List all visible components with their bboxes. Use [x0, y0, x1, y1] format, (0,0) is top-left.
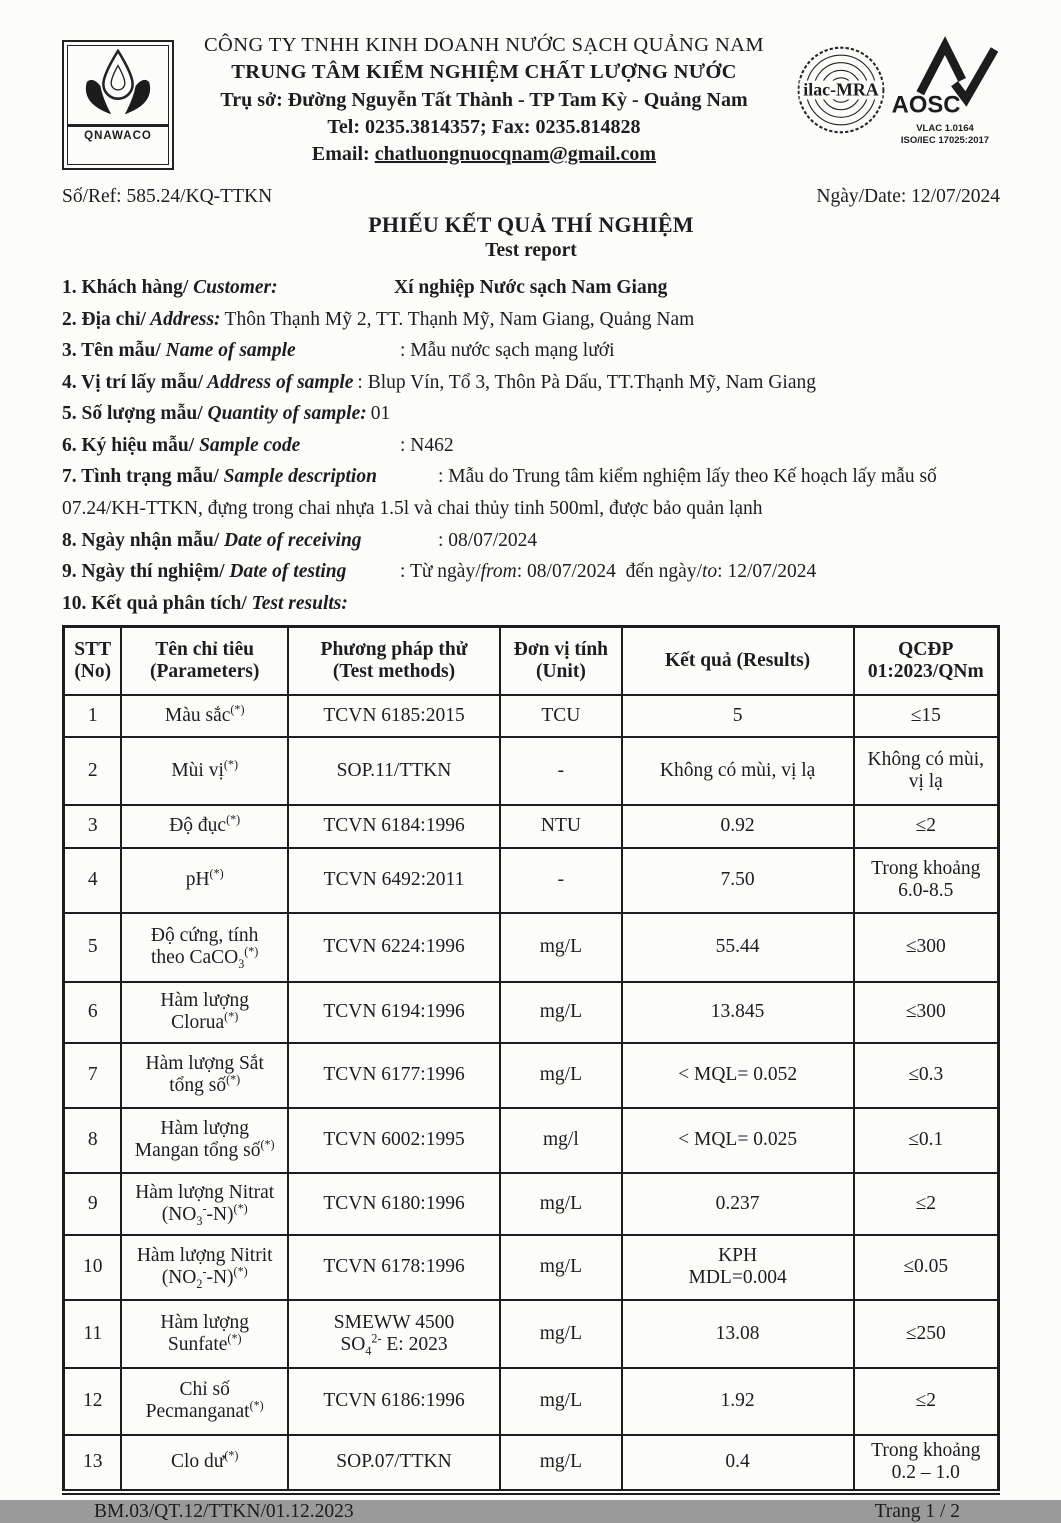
stt-cell: 3	[64, 805, 122, 848]
table-row	[64, 1368, 999, 1435]
limit-cell: Không có mùi, vị lạ	[854, 737, 999, 805]
parameter-cell: Hàm lượng Nitrat $(NO_3^--N)^{(*)}$	[121, 1173, 287, 1235]
email-address: chatluongnuocqnam@gmail.com	[374, 142, 657, 165]
parameter-cell: Độ cứng, tính theo CaCO$_3$(*)	[121, 913, 287, 982]
sample-quantity-value: 01	[370, 403, 391, 425]
unit-cell: mg/L	[500, 913, 622, 982]
page-number: Trang 1 / 2	[874, 1500, 960, 1522]
info-item-test-results-heading: 10. Kết quả phân tích/ Test results:	[62, 592, 348, 614]
stt-cell: 5	[64, 913, 122, 982]
sample-code-value: : N462	[400, 434, 454, 456]
info-item-sample-code: 6. Ký hiệu mẫu/ Sample code : N462	[62, 434, 454, 456]
result-cell: KPH MDL=0.004	[622, 1235, 854, 1300]
unit-cell: mg/L	[500, 1173, 622, 1235]
date-testing-value: : Từ ngày/from: 08/07/2024 đến ngày/to: 12/07/2024	[400, 561, 817, 583]
header-test-methods: Phương pháp thử (Test methods)	[288, 627, 500, 695]
method-cell: TCVN 6194:1996	[288, 982, 500, 1043]
limit-cell: ≤2	[854, 1368, 999, 1435]
ref-number: Số/Ref: 585.24/KQ-TTKN	[62, 186, 273, 207]
parameter-cell: Hàm lượng Sắt tổng số(*)	[121, 1043, 287, 1108]
info-item-customer: 1. Khách hàng/ Customer: Xí nghiệp Nước sạch Nam Giang	[62, 277, 668, 298]
table-row	[64, 913, 999, 982]
info-item-address: 2. Địa chỉ/ Address: Thôn Thạnh Mỹ 2, TT. Thạnh Mỹ, Nam Giang, Quảng Nam	[62, 308, 695, 330]
result-cell: Không có mùi, vị lạ	[622, 737, 854, 805]
address-value: Thôn Thạnh Mỹ 2, TT. Thạnh Mỹ, Nam Giang, Quảng Nam	[224, 308, 695, 330]
email-label: Email:	[311, 142, 370, 165]
limit-cell: ≤250	[854, 1300, 999, 1368]
method-cell: TCVN 6186:1996	[288, 1368, 500, 1435]
unit-cell: -	[500, 848, 622, 913]
stt-cell: 7	[64, 1043, 122, 1108]
method-cell: TCVN 6185:2015	[288, 695, 500, 737]
method-cell: SOP.07/TTKN	[288, 1435, 500, 1492]
customer-value: Xí nghiệp Nước sạch Nam Giang	[394, 277, 668, 298]
parameter-cell: Chỉ số Pecmanganat(*)	[121, 1368, 287, 1435]
info-item-date-receiving: 8. Ngày nhận mẫu/ Date of receiving : 08/07/2024	[62, 529, 538, 551]
table-row	[64, 695, 999, 737]
parameter-cell: Hàm lượng Mangan tổng số(*)	[121, 1108, 287, 1173]
logo-wordmark: QNAWACO	[84, 130, 152, 142]
aosc-iso-standard: ISO/IEC 17025:2017	[900, 134, 990, 146]
unit-cell: NTU	[500, 805, 622, 848]
table-row	[64, 1173, 999, 1235]
table-row	[64, 848, 999, 913]
method-cell: TCVN 6178:1996	[288, 1235, 500, 1300]
stt-cell: 8	[64, 1108, 122, 1173]
parameter-cell: Mùi vị(*)	[121, 737, 287, 805]
page-title: PHIẾU KẾT QUẢ THÍ NGHIỆM	[368, 212, 694, 237]
table-row	[64, 982, 999, 1043]
limit-cell: ≤2	[854, 805, 999, 848]
sample-name-value: : Mẫu nước sạch mạng lưới	[400, 340, 615, 362]
sample-info-list	[62, 272, 1000, 619]
info-item-sample-quantity: 5. Số lượng mẫu/ Quantity of sample: 01	[62, 403, 391, 425]
header-qcdp-limit: QCĐP 01:2023/QNm	[854, 627, 999, 695]
qnawaco-logo-inner	[67, 45, 169, 165]
aosc-logo	[890, 38, 1000, 147]
method-cell: TCVN 6177:1996	[288, 1043, 500, 1108]
result-cell: 5	[622, 695, 854, 737]
aosc-vlac-number: VLAC 1.0164	[916, 123, 974, 134]
table-row	[64, 1235, 999, 1300]
parameter-cell: pH(*)	[121, 848, 287, 913]
result-cell: 0.92	[622, 805, 854, 848]
company-email-line	[174, 141, 794, 168]
sample-address-value: : Blup Vín, Tổ 3, Thôn Pà Dấu, TT.Thạnh Mỹ, Nam Giang	[357, 371, 817, 393]
unit-cell: mg/L	[500, 1435, 622, 1492]
aosc-label: AOSC	[891, 91, 961, 119]
result-cell: 55.44	[622, 913, 854, 982]
table-row	[64, 1108, 999, 1173]
info-item-sample-description: 7. Tình trạng mẫu/ Sample description : Mẫu do Trung tâm kiểm nghiệm lấy theo Kế hoạch lấy mẫu số 07.24/KH-TTKN, đựng trong chai nhựa 1.5l và chai thủy tinh 500ml, được bảo quản lạnh	[62, 466, 937, 520]
header-row	[64, 627, 999, 695]
limit-cell: ≤0.1	[854, 1108, 999, 1173]
stt-cell: 12	[64, 1368, 122, 1435]
stt-cell: 13	[64, 1435, 122, 1492]
header-stt: STT (No)	[64, 627, 122, 695]
company-address: Trụ sở: Đường Nguyễn Tất Thành - TP Tam Kỳ - Quảng Nam	[220, 88, 748, 111]
result-cell: 13.845	[622, 982, 854, 1043]
unit-cell: TCU	[500, 695, 622, 737]
table-row	[64, 1300, 999, 1368]
limit-cell: ≤0.3	[854, 1043, 999, 1108]
parameter-cell: Hàm lượng Sunfate(*)	[121, 1300, 287, 1368]
method-cell: TCVN 6002:1995	[288, 1108, 500, 1173]
logo-divider	[68, 124, 168, 127]
result-cell: 7.50	[622, 848, 854, 913]
limit-cell: ≤15	[854, 695, 999, 737]
ref-date-row	[62, 186, 1000, 208]
qnawaco-logo	[62, 40, 174, 170]
result-cell: < MQL= 0.052	[622, 1043, 854, 1108]
water-drop-hands-icon	[74, 48, 162, 126]
limit-cell: ≤300	[854, 982, 999, 1043]
parameter-cell: Độ đục(*)	[121, 805, 287, 848]
method-cell: TCVN 6184:1996	[288, 805, 500, 848]
table-row	[64, 1043, 999, 1108]
limit-cell: Trong khoảng 0.2 – 1.0	[854, 1435, 999, 1492]
method-cell: SOP.11/TTKN	[288, 737, 500, 805]
unit-cell: mg/l	[500, 1108, 622, 1173]
page-subtitle: Test report	[485, 240, 577, 261]
stt-cell: 2	[64, 737, 122, 805]
results-table-body	[64, 695, 999, 1492]
table-row	[64, 1435, 999, 1492]
unit-cell: -	[500, 737, 622, 805]
stt-cell: 10	[64, 1235, 122, 1300]
document-code: BM.03/QT.12/TTKN/01.12.2023	[94, 1500, 354, 1522]
result-cell: 0.4	[622, 1435, 854, 1492]
result-cell: 13.08	[622, 1300, 854, 1368]
company-name: CÔNG TY TNHH KINH DOANH NƯỚC SẠCH QUẢNG NAM	[203, 34, 765, 56]
parameter-cell: Hàm lượng Nitrit $(NO_2^--N)^{(*)}$	[121, 1235, 287, 1300]
stt-cell: 9	[64, 1173, 122, 1235]
aosc-mark-icon	[891, 38, 999, 118]
info-item-sample-address: 4. Vị trí lấy mẫu/ Address of sample : Blup Vín, Tổ 3, Thôn Pà Dấu, TT.Thạnh Mỹ, Nam Giang	[62, 371, 817, 393]
ilac-mra-label: ilac-MRA	[803, 79, 879, 100]
unit-cell: mg/L	[500, 1043, 622, 1108]
limit-cell: ≤2	[854, 1173, 999, 1235]
results-table	[62, 625, 1000, 1495]
company-tel-fax: Tel: 0235.3814357; Fax: 0235.814828	[327, 115, 641, 138]
header-unit: Đơn vị tính (Unit)	[500, 627, 622, 695]
stt-cell: 1	[64, 695, 122, 737]
result-cell: < MQL= 0.025	[622, 1108, 854, 1173]
unit-cell: mg/L	[500, 982, 622, 1043]
method-cell: SMEWW 4500 $SO_4^{2-}$ E: 2023	[288, 1300, 500, 1368]
parameter-cell: Clo dư(*)	[121, 1435, 287, 1492]
parameter-cell: Hàm lượng Clorua(*)	[121, 982, 287, 1043]
result-cell: 0.237	[622, 1173, 854, 1235]
limit-cell: ≤300	[854, 913, 999, 982]
table-row	[64, 737, 999, 805]
center-name: TRUNG TÂM KIỂM NGHIỆM CHẤT LƯỢNG NƯỚC	[231, 61, 737, 84]
page-footer	[62, 1501, 1000, 1523]
header-parameters: Tên chỉ tiêu (Parameters)	[121, 627, 287, 695]
header-results: Kết quả (Results)	[622, 627, 854, 695]
info-item-sample-name: 3. Tên mẫu/ Name of sample : Mẫu nước sạch mạng lưới	[62, 340, 615, 362]
method-cell: TCVN 6492:2011	[288, 848, 500, 913]
limit-cell: ≤0.05	[854, 1235, 999, 1300]
method-cell: TCVN 6180:1996	[288, 1173, 500, 1235]
document-header	[62, 26, 1000, 170]
accreditation-logos	[794, 26, 1000, 147]
result-cell: 1.92	[622, 1368, 854, 1435]
unit-cell: mg/L	[500, 1300, 622, 1368]
unit-cell: mg/L	[500, 1235, 622, 1300]
method-cell: TCVN 6224:1996	[288, 913, 500, 982]
unit-cell: mg/L	[500, 1368, 622, 1435]
stt-cell: 11	[64, 1300, 122, 1368]
info-item-date-testing: 9. Ngày thí nghiệm/ Date of testing : Từ ngày/from: 08/07/2024 đến ngày/to: 12/07/2024	[62, 561, 817, 583]
report-date: Ngày/Date: 12/07/2024	[816, 186, 1000, 207]
table-row	[64, 805, 999, 848]
results-table-head	[64, 627, 999, 695]
date-receiving-value: : 08/07/2024	[438, 529, 538, 551]
sample-description-value: : Mẫu do Trung tâm kiểm nghiệm lấy theo Kế hoạch lấy mẫu số 07.24/KH-TTKN, đựng trong chai nhựa 1.5l và chai thủy tinh 500ml, được bảo quản lạnh	[62, 466, 937, 520]
company-info	[174, 26, 794, 167]
ilac-mra-logo	[794, 38, 888, 142]
stt-cell: 6	[64, 982, 122, 1043]
stt-cell: 4	[64, 848, 122, 913]
parameter-cell: Màu sắc(*)	[121, 695, 287, 737]
limit-cell: Trong khoảng 6.0-8.5	[854, 848, 999, 913]
